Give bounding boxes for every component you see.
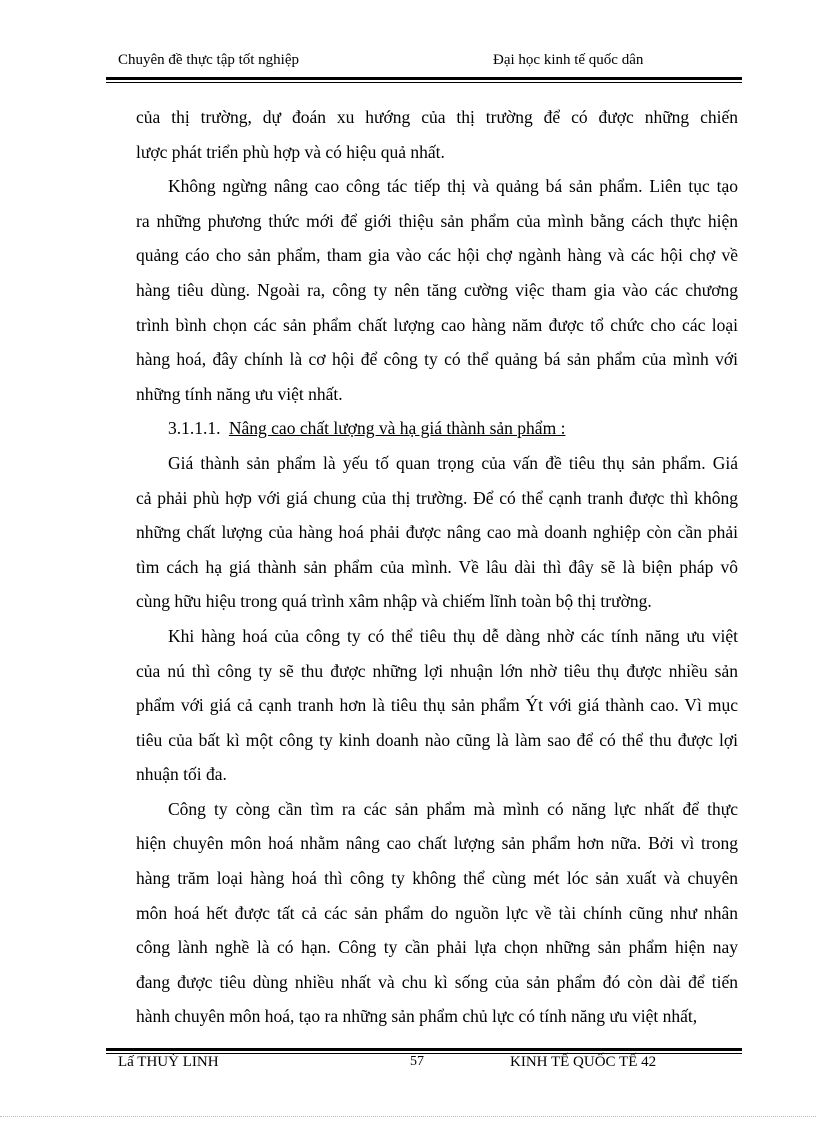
text-line: quảng cáo cho sản phẩm, tham gia vào các hội chợ ngành hàng và các hội chợ về: [136, 245, 738, 266]
text-line: những tính năng ưu việt nhất.: [136, 383, 343, 404]
text-line: Không ngừng nâng cao công tác tiếp thị và quảng bá sản phẩm. Liên tục tạo: [168, 176, 738, 197]
text-line: của nú thì công ty sẽ thu được những lợi nhuận lớn nhờ tiêu thụ được nhiều sản: [136, 660, 738, 681]
text-line: công lành nghề là có hạn. Công ty cần phải lựa chọn những sản phẩm hiện nay: [136, 937, 738, 958]
text-line: phẩm với giá cả cạnh tranh hơn là tiêu thụ sản phẩm Ýt với giá thành cao. Vì mục: [136, 695, 738, 716]
footer-class: KINH TẾ QUỐC TẾ 42: [510, 1054, 657, 1070]
text-line: những chất lượng của hàng hoá phải được nâng cao mà doanh nghiệp còn cần phải: [136, 522, 738, 543]
text-line: Khi hàng hoá của công ty có thể tiêu thụ dễ dàng nhờ các tính năng ưu việt: [168, 625, 738, 646]
text-line: đang được tiêu dùng nhiều nhất và chu kì sống của sản phẩm đó còn dài để tiến: [136, 971, 738, 992]
header-rule: [106, 77, 742, 83]
text-line: cả phải phù hợp với giá chung của thị trường. Để có thể cạnh tranh được thì không: [136, 487, 738, 508]
text-line: hiện chuyên môn hoá nhằm nâng cao chất lượng sản phẩm hơn nữa. Bởi vì trong: [136, 833, 738, 854]
footer-page-number: 57: [410, 1054, 424, 1069]
page-edge: [0, 1116, 816, 1117]
text-line: hàng tiêu dùng. Ngoài ra, công ty nên tăng cường việc tham gia vào các chương: [136, 279, 738, 300]
text-line: lược phát triển phù hợp và có hiệu quả nhất.: [136, 141, 445, 162]
text-line: Công ty còng cần tìm ra các sản phẩm mà mình có năng lực nhất để thực: [168, 798, 738, 819]
document-body: [136, 100, 738, 1034]
section-number: 3.1.1.1.: [168, 418, 221, 439]
text-line: môn hoá hết được tất cả các sản phẩm do nguồn lực về tài chính cũng như nhân: [136, 902, 738, 923]
text-line: của thị trường, dự đoán xu hướng của thị trường để có được những chiến: [136, 107, 738, 127]
text-line: tiêu của bất kì một công ty kinh doanh nào cũng là làm sao để có thể thu được lợi: [136, 729, 738, 750]
footer-author: Lấ THUỲ LINH: [118, 1054, 219, 1070]
text-line: tìm cách hạ giá thành sản phẩm của mình. Về lâu dài thì đây sẽ là biện pháp vô: [136, 556, 738, 577]
text-line: hành chuyên môn hoá, tạo ra những sản phẩm chủ lực có tính năng ưu việt nhất,: [136, 1006, 698, 1027]
text-line: ra những phương thức mới để giới thiệu sản phẩm của mình bằng cách thực hiện: [136, 210, 738, 231]
text-line: hàng trăm loại hàng hoá thì công ty không thể cùng mét lóc sản xuất và chuyên: [136, 868, 738, 889]
text-line: hàng hoá, đây chính là cơ hội để công ty có thể quảng bá sản phẩm của mình với: [136, 349, 738, 370]
page-header: [118, 52, 738, 74]
text-line: Giá thành sản phẩm là yếu tố quan trọng của vấn đề tiêu thụ sản phẩm. Giá: [168, 452, 738, 473]
section-title: Nâng cao chất lượng và hạ giá thành sản phẩm :: [228, 418, 566, 439]
header-left-title: Chuyên đề thực tập tốt nghiệp: [118, 52, 300, 68]
text-line: nhuận tối đa.: [136, 764, 227, 785]
paragraph-block-1: [136, 100, 738, 411]
paragraph-block-2: [136, 446, 738, 1034]
section-heading: [136, 411, 738, 446]
text-line: cùng hữu hiệu trong quá trình xâm nhập và chiếm lĩnh toàn bộ thị trường.: [136, 591, 652, 612]
text-line: trình bình chọn các sản phẩm chất lượng cao hàng năm được tổ chức cho các loại: [136, 314, 738, 335]
header-right-title: Đại học kinh tế quốc dân: [493, 52, 644, 68]
